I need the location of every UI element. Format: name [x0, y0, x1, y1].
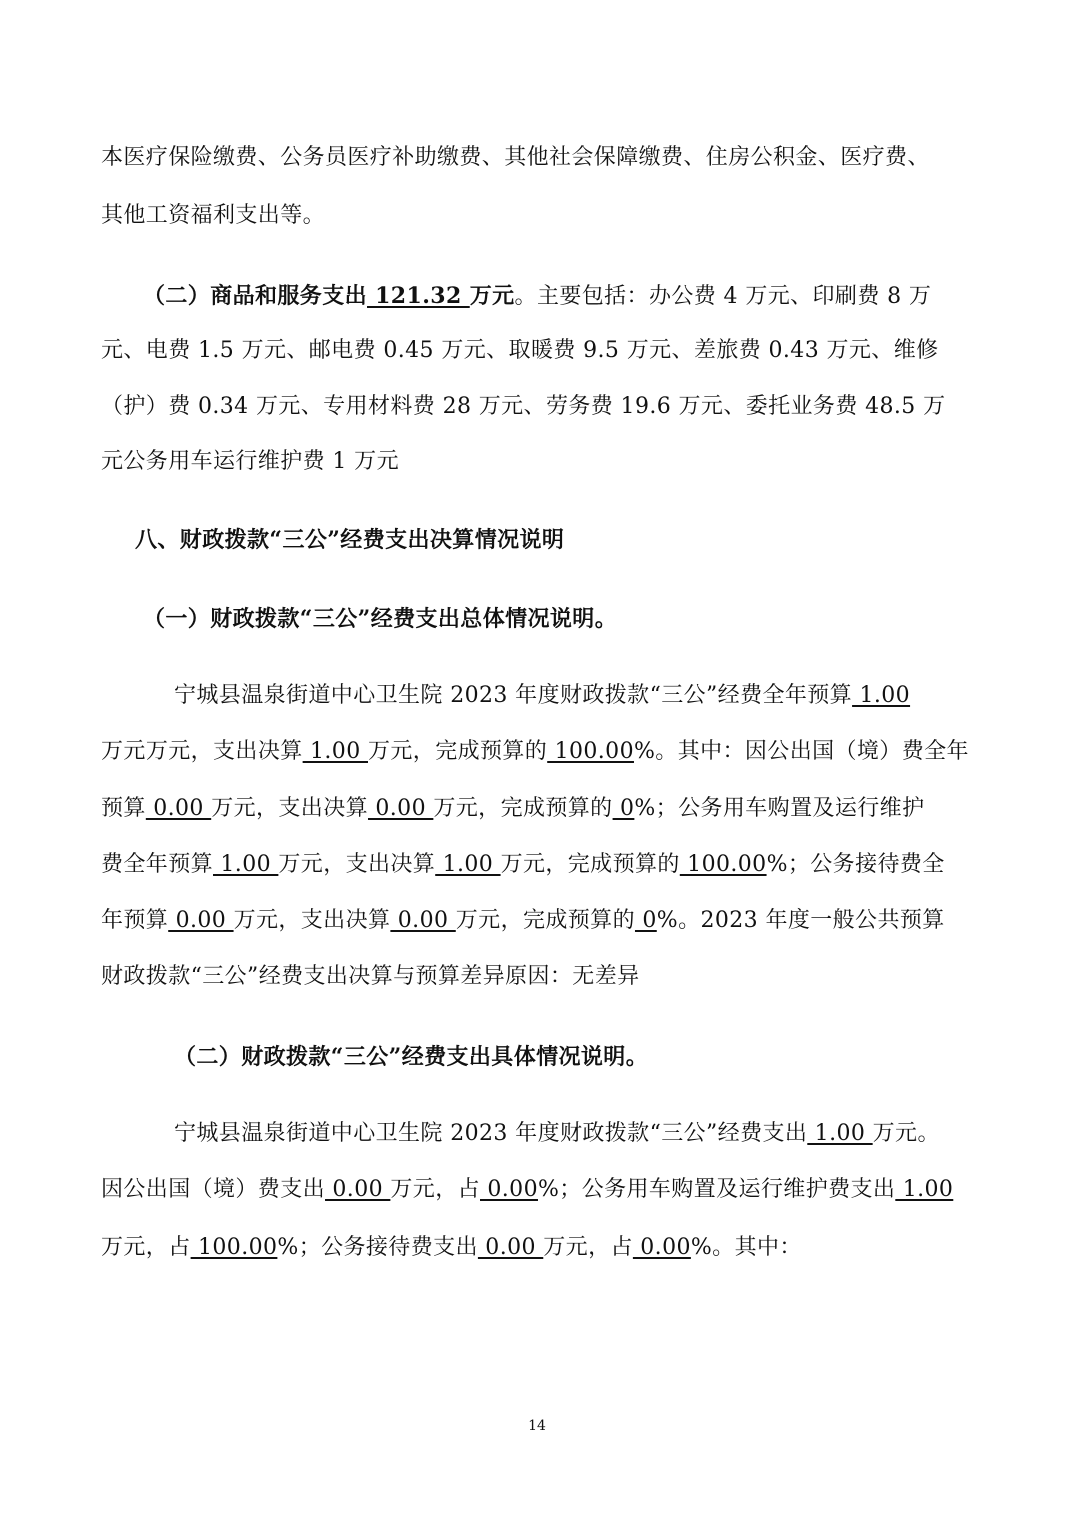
- paragraph-line: [0, 447, 1074, 477]
- heading-text: 八、财政拨款“三公”经费支出决算情况说明: [135, 527, 565, 553]
- section-label: （二）商品和服务支出: [143, 283, 368, 309]
- line-text: %；公务用车购置及运行维护: [634, 796, 925, 821]
- subsection-heading: [0, 604, 1074, 634]
- value: 1.00: [302, 739, 368, 764]
- line-text: 年预算: [101, 908, 169, 933]
- line-text: %。2023 年度一般公共预算: [656, 908, 945, 933]
- line-text: 其他工资福利支出等。: [101, 203, 326, 228]
- line-text: 财政拨款“三公”经费支出决算与预算差异原因：无差异: [101, 964, 640, 989]
- value: 1.00: [895, 1177, 954, 1202]
- line-text: 万元，支出决算: [278, 852, 436, 877]
- paragraph-line: [0, 962, 1074, 992]
- value: 0.00: [390, 908, 456, 933]
- line-text: 费全年预算: [101, 852, 214, 877]
- amount-unit: 万元: [469, 283, 515, 309]
- value: 0.00: [145, 796, 212, 821]
- line-text: %；公务接待费支出: [277, 1235, 478, 1260]
- paragraph-line: [0, 392, 1074, 422]
- value: 1.00: [213, 852, 279, 877]
- paragraph-line: [0, 1119, 1074, 1149]
- line-text: 万元，完成预算的: [368, 739, 548, 764]
- paragraph-line: [0, 737, 1074, 767]
- paragraph-line: [0, 906, 1074, 936]
- paragraph-line: [0, 1233, 1074, 1263]
- value: 100.00: [190, 1235, 278, 1260]
- value: 1.00: [807, 1121, 873, 1146]
- value: 100.00: [679, 852, 767, 877]
- line-text: 本医疗保险缴费、公务员医疗补助缴费、其他社会保障缴费、住房公积金、医疗费、: [101, 145, 930, 170]
- line-text: 万元，支出决算: [145, 739, 303, 764]
- line-text: 万元，完成预算的: [455, 908, 635, 933]
- paragraph-line: [0, 794, 1074, 824]
- value: 0.00: [168, 908, 234, 933]
- value: 0.00: [325, 1177, 391, 1202]
- line-text: 万元。: [872, 1121, 940, 1146]
- line-text: 万元，支出决算: [211, 796, 368, 821]
- value: 0.00: [632, 1235, 691, 1260]
- paragraph-line: [0, 336, 1074, 366]
- value: 0: [612, 796, 635, 821]
- paragraph-line: [0, 143, 1074, 173]
- line-text: 万元，占: [543, 1235, 633, 1260]
- line-text: 宁城县温泉街道中心卫生院 2023 年度财政拨款“三公”经费全年预算: [174, 683, 853, 708]
- line-text: 预算: [101, 796, 146, 821]
- line-text: 因公出国（境）费支出: [101, 1177, 326, 1202]
- line-text: 万元: [101, 739, 146, 764]
- line-text: 万元，完成预算的: [433, 796, 613, 821]
- line-text: 万元，完成预算的: [500, 852, 680, 877]
- line-text: 万元，占: [101, 1235, 191, 1260]
- line-text: %；公务用车购置及运行维护费支出: [537, 1177, 896, 1202]
- heading-text: （一）财政拨款“三公”经费支出总体情况说明。: [143, 606, 618, 632]
- value: 0: [634, 908, 657, 933]
- line-text: %。其中：: [690, 1235, 802, 1260]
- paragraph-line: [0, 681, 1074, 711]
- value: 0.00: [477, 1235, 544, 1260]
- paragraph-line: [0, 201, 1074, 231]
- value: 0.00: [368, 796, 434, 821]
- value: 1.00: [435, 852, 501, 877]
- subsection-heading: [0, 1042, 1074, 1072]
- paragraph-line: [0, 1175, 1074, 1205]
- line-text: 元、电费 1.5 万元、邮电费 0.45 万元、取暖费 9.5 万元、差旅费 0.43 万元、维修: [101, 338, 939, 363]
- paragraph-line: [0, 850, 1074, 880]
- section-heading: [0, 525, 1074, 555]
- line-text: %；公务接待费全: [766, 852, 945, 877]
- line-text: 元公务用车运行维护费 1 万元: [101, 449, 399, 474]
- heading-text: （二）财政拨款“三公”经费支出具体情况说明。: [174, 1044, 649, 1070]
- goods-services-amount: 121.32: [367, 283, 470, 309]
- line-text: 万元，支出决算: [233, 908, 391, 933]
- goods-services-line: [0, 281, 1074, 312]
- line-text: 。主要包括：办公费 4 万元、印刷费 8 万: [514, 284, 932, 309]
- line-text: （护）费 0.34 万元、专用材料费 28 万元、劳务费 19.6 万元、委托业务费 48.5 万: [101, 394, 946, 419]
- line-text: 宁城县温泉街道中心卫生院 2023 年度财政拨款“三公”经费支出: [174, 1121, 808, 1146]
- value: 1.00: [852, 683, 911, 708]
- value: 100.00: [547, 739, 634, 764]
- value: 0.00: [480, 1177, 538, 1202]
- line-text: 万元，占: [390, 1177, 480, 1202]
- page-number: 14: [528, 1418, 546, 1434]
- line-text: %。其中：因公出国（境）费全年: [633, 739, 969, 764]
